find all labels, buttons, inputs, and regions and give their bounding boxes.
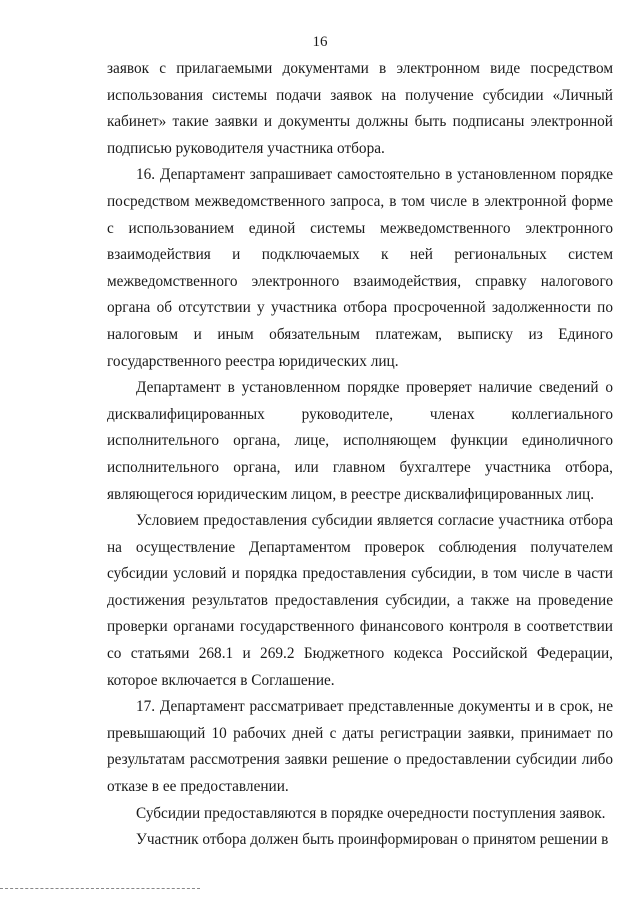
paragraph-notification: Участник отбора должен быть проинформирован о принятом решении в (136, 831, 609, 849)
paragraph-item-16: 16. Департамент запрашивает самостоятельно в установленном порядке посредством межведомственного запроса, в том числе в электронной форме с использованием единой системы межведомственного электронного взаимодействия и подключаемых к ней региональных систем межведомственного электронного взаимодействия, справку налогового органа об отсутствии у участника отбора просроченной задолженности по налоговым и иным обязательным платежам, выписку из Единого государственного реестра юридических лиц. (107, 166, 613, 370)
document-body (107, 56, 613, 854)
paragraph-subsidy-condition: Условием предоставления субсидии является согласие участника отбора на осуществление Департаментом проверок соблюдения получателем субсидии условий и порядка предоставления субсидии, в том числе в части достижения результатов предоставления субсидии, а также на проведение проверки органами государственного финансового контроля в соответствии со статьями 268.1 и 269.2 Бюджетного кодекса Российской Федерации, которое включается в Соглашение. (107, 512, 613, 689)
paragraph-item-17: 17. Департамент рассматривает представленные документы и в срок, не превышающий 10 рабочих дней с даты регистрации заявки, принимает по результатам рассмотрения заявки решение о предоставлении субсидии либо отказе в ее предоставлении. (107, 698, 613, 796)
paragraph-subsidy-order: Субсидии предоставляются в порядке очередности поступления заявок. (136, 804, 606, 822)
footer-separator (0, 888, 200, 889)
paragraph-disqualified-check: Департамент в установленном порядке проверяет наличие сведений о дисквалифицированных руководителе, членах коллегиального исполнительного органа, лице, исполняющем функции единоличного исполнительного органа, или главном бухгалтере участника отбора, являющегося юридическим лицом, в реестре дисквалифицированных лиц. (107, 379, 613, 503)
page-number: 16 (312, 34, 328, 50)
paragraph-continuation: заявок с прилагаемыми документами в электронном виде посредством использования системы подачи заявок на получение субсидии «Личный кабинет» такие заявки и документы должны быть подписаны электронной подписью руководителя участника отбора. (107, 60, 613, 157)
